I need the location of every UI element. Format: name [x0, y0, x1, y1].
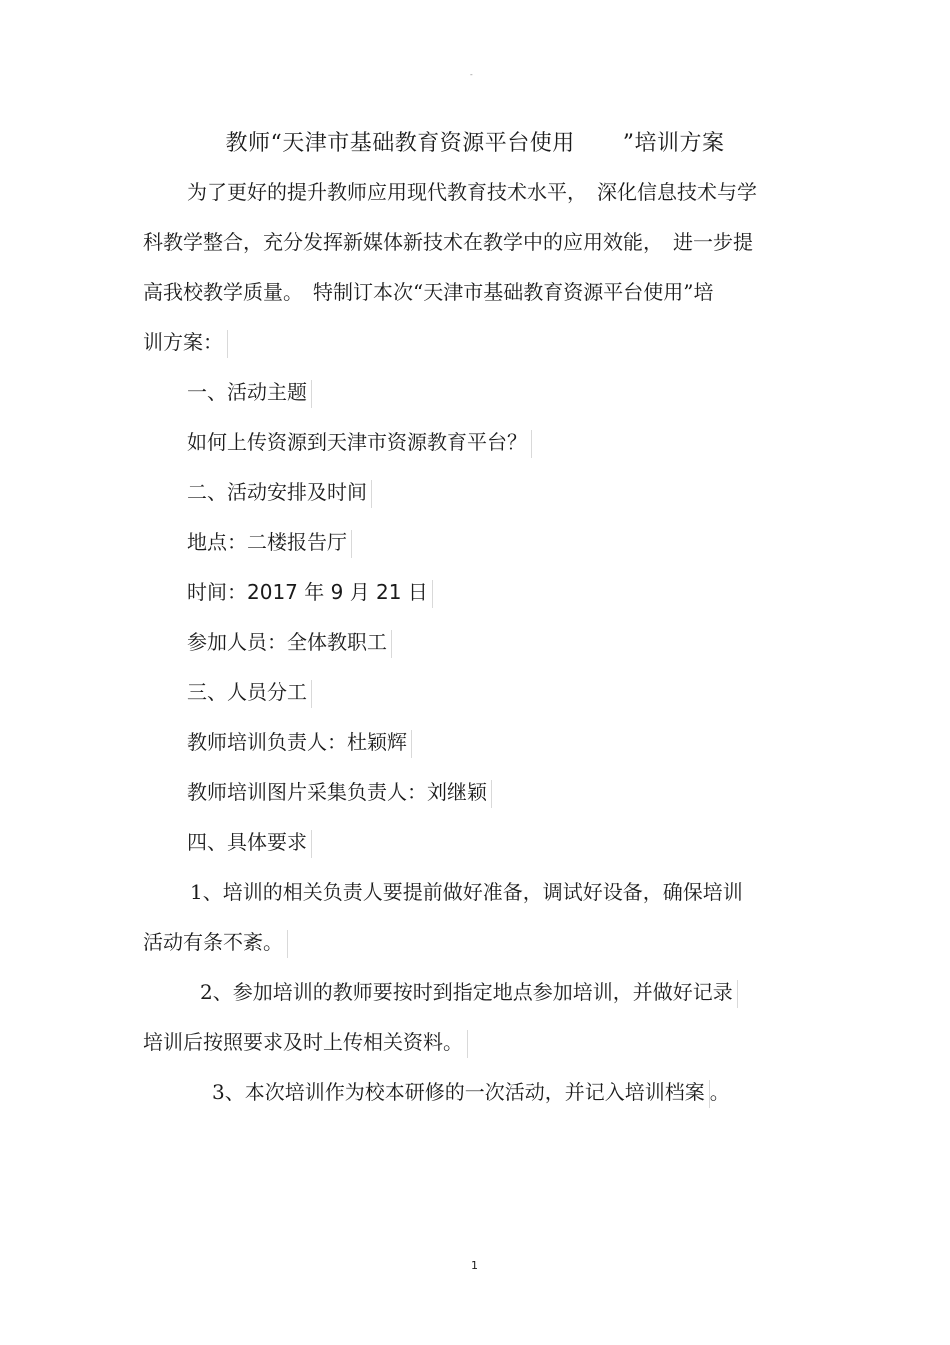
- section-heading-theme: 一、活动主题: [187, 378, 312, 408]
- location-line: 地点：二楼报告厅: [187, 528, 352, 558]
- requirement-2-line-1: 2、参加培训的教师要按时到指定地点参加培训，并做好记录: [200, 978, 738, 1008]
- trainer-line: 教师培训负责人：杜颖辉: [187, 728, 412, 758]
- section-heading-schedule: 二、活动安排及时间: [187, 478, 372, 508]
- requirement-3-line-1: 3、本次培训作为校本研修的一次活动，并记入培训档案 。: [212, 1078, 730, 1108]
- intro-line-2: 科教学整合，充分发挥新媒体新技术在教学中的应用效能， 进一步提: [143, 230, 753, 254]
- intro-line-1: 为了更好的提升教师应用现代教育技术水平， 深化信息技术与学: [187, 180, 757, 204]
- intro-line-4: 训方案：: [143, 328, 228, 358]
- requirement-1-line-2: 活动有条不紊。: [143, 928, 288, 958]
- participants-line: 参加人员：全体教职工: [187, 628, 392, 658]
- title-part-1: 教师“天津市基础教育资源平台使用: [225, 131, 575, 156]
- time-value: 2017 年 9 月 21 日: [247, 580, 428, 604]
- page-number: 1: [471, 1259, 478, 1272]
- requirement-1-line-1: 1、培训的相关负责人要提前做好准备，调试好设备，确保培训: [190, 880, 743, 904]
- requirement-2-line-2: 培训后按照要求及时上传相关资料。: [143, 1028, 468, 1058]
- photographer-line: 教师培训图片采集负责人：刘继颖: [187, 778, 492, 808]
- title-part-2: ”培训方案: [622, 131, 725, 156]
- time-line: 时间：2017 年 9 月 21 日: [187, 578, 433, 608]
- section-heading-roles: 三、人员分工: [187, 678, 312, 708]
- header-mark: -: [470, 70, 473, 79]
- section-heading-requirements: 四、具体要求: [187, 828, 312, 858]
- theme-text: 如何上传资源到天津市资源教育平台？: [187, 428, 532, 458]
- document-title: [0, 126, 950, 157]
- intro-line-3: 高我校教学质量。 特制订本次“天津市基础教育资源平台使用”培: [143, 280, 714, 304]
